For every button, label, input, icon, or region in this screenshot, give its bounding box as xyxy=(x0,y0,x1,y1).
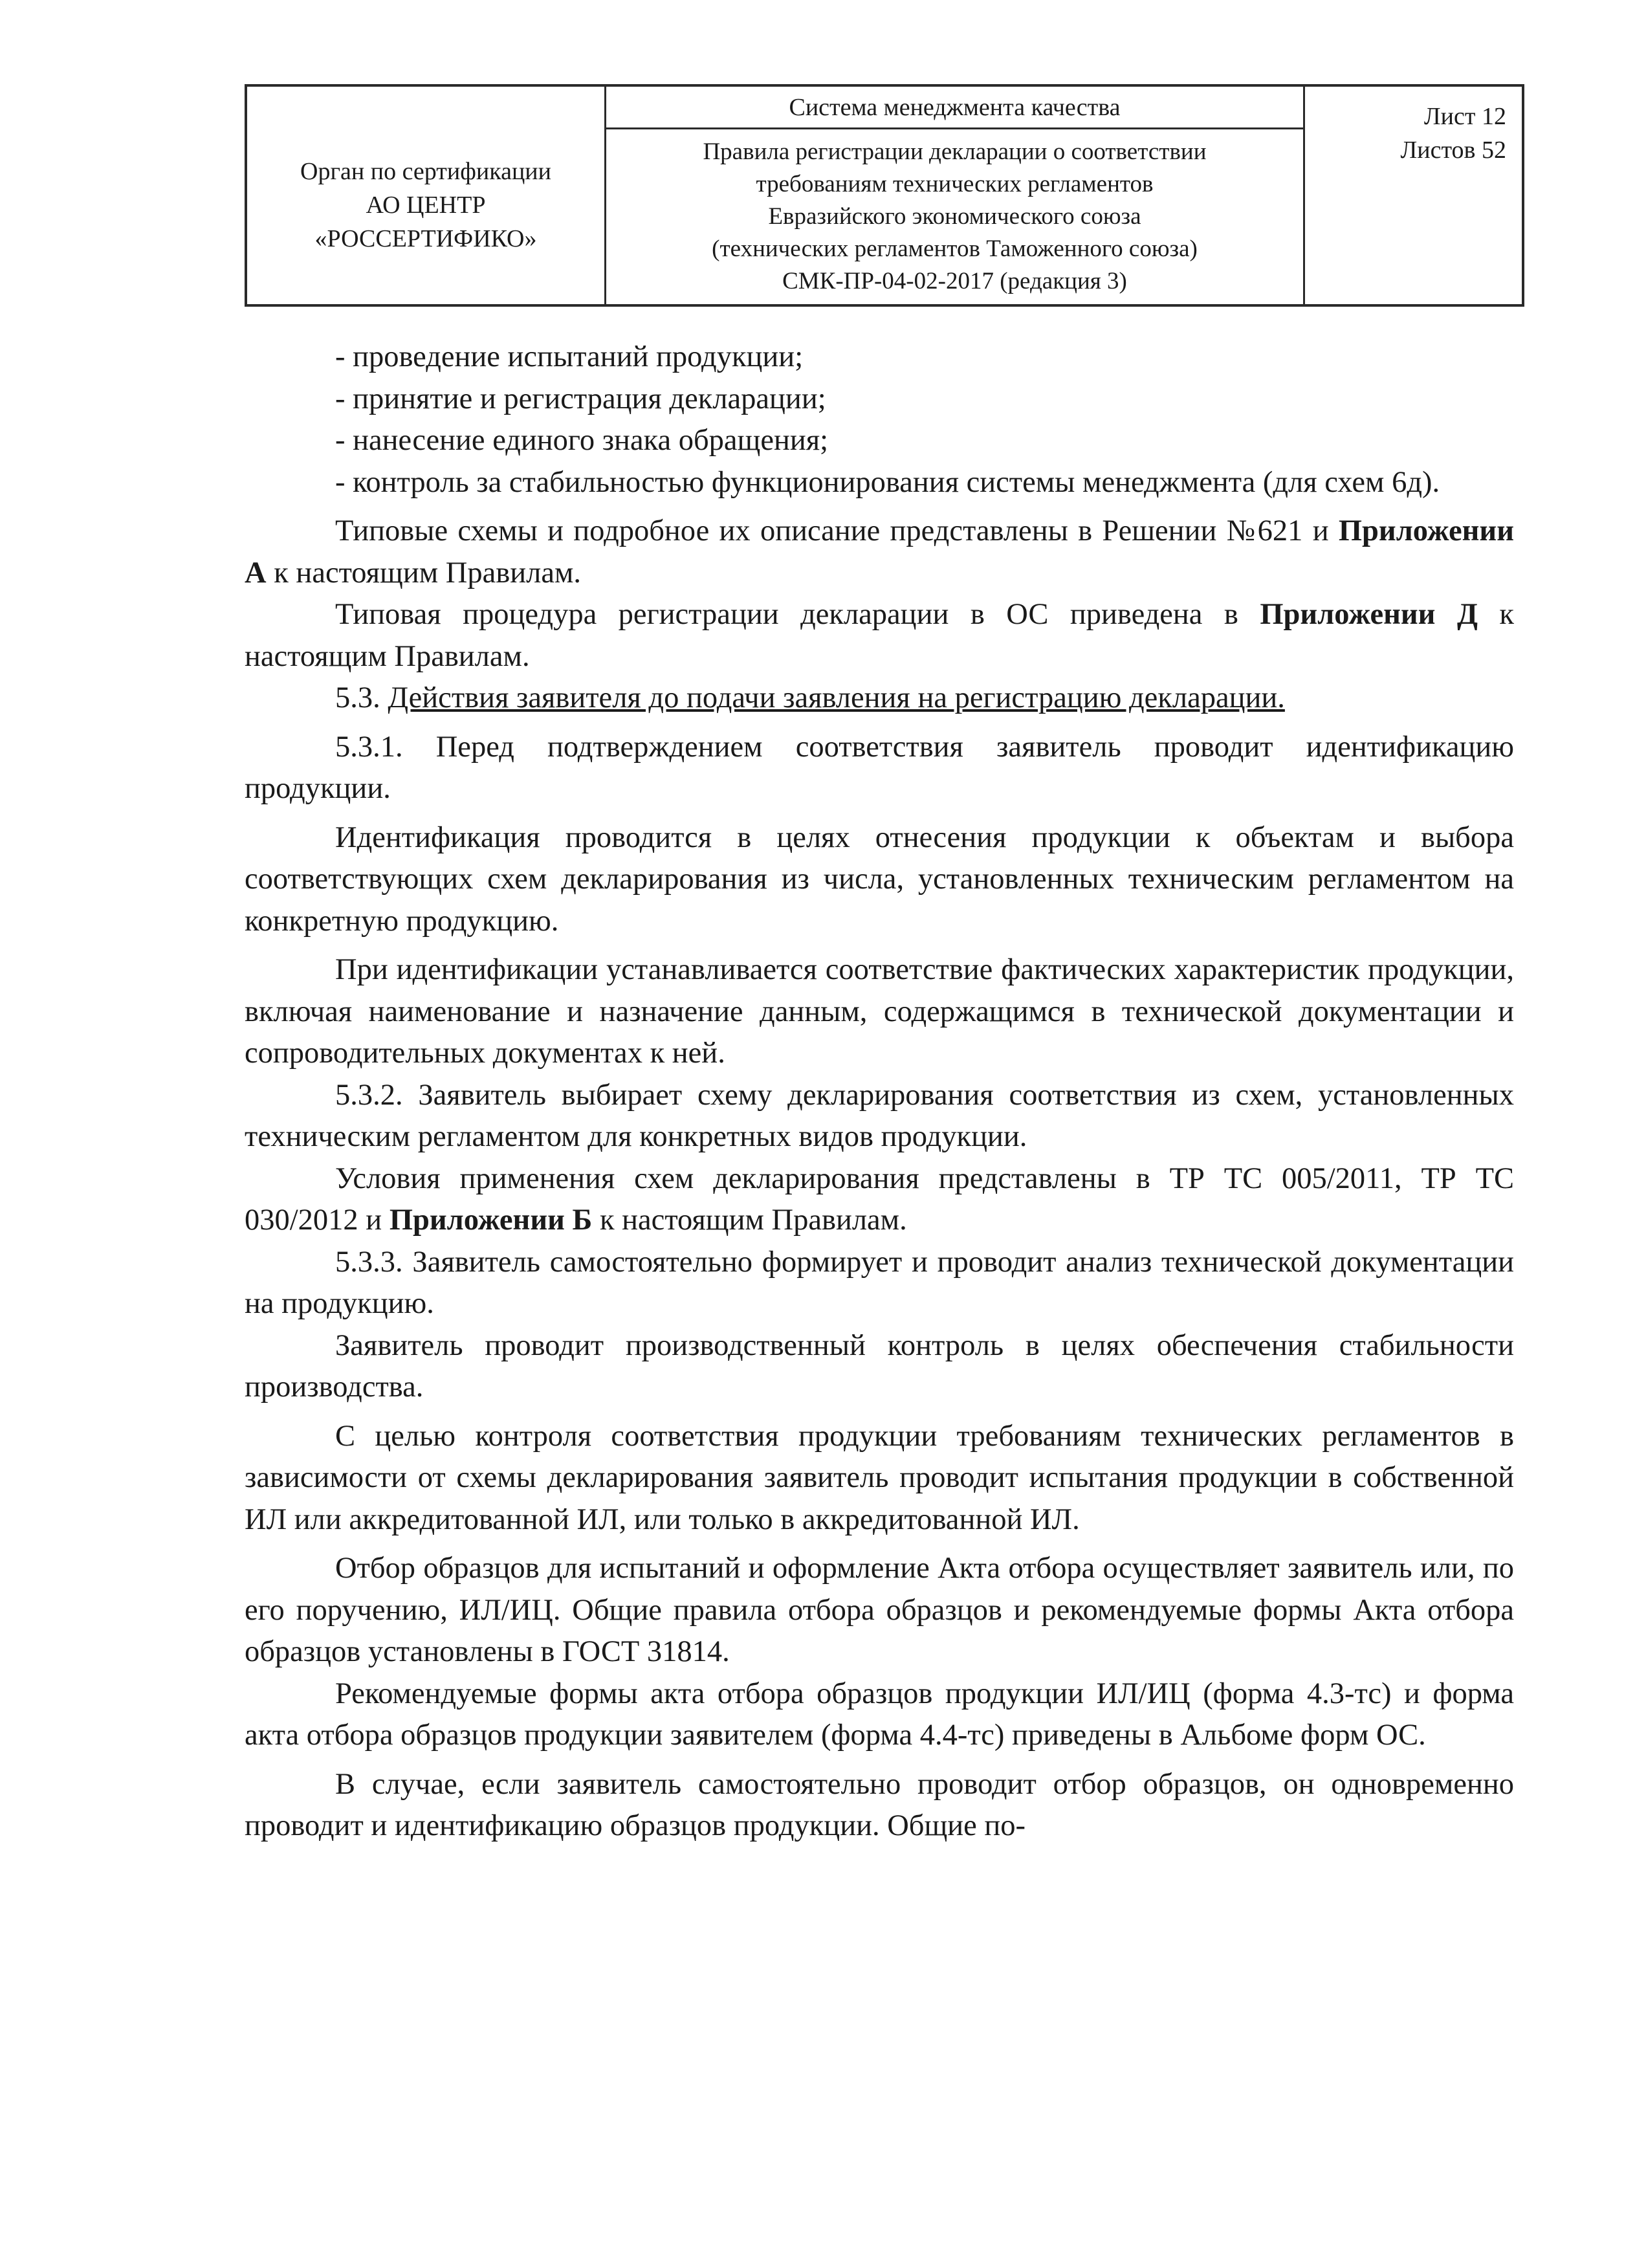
document-title xyxy=(606,129,1303,304)
section-heading-text: Действия заявителя до подачи заявления на регистрацию декларации. xyxy=(388,681,1285,714)
paragraph: В случае, если заявитель самостоятельно проводит отбор образцов, он одновременно проводит и идентификацию образцов продукции. Общие по- xyxy=(245,1767,1514,1842)
doc-title-line-2: требованиям технических регламентов xyxy=(756,171,1154,197)
paragraph: Отбор образцов для испытаний и оформление Акта отбора осуществляет заявитель или, по его поручению, ИЛ/ИЦ. Общие правила отбора образцов и рекомендуемые формы Акта отбора образцов установлены в ГОСТ 31814. xyxy=(245,1552,1514,1668)
paragraph: С целью контроля соответствия продукции требованиям технических регламентов в зависимости от схемы декларирования заявитель проводит испытания продукции в собственной ИЛ или аккредитованной ИЛ, или только в аккредитованной ИЛ. xyxy=(245,1419,1514,1536)
paragraph: 5.3.3. Заявитель самостоятельно формирует и проводит анализ технической документации на продукцию. xyxy=(245,1245,1514,1320)
paragraph: Идентификация проводится в целях отнесения продукции к объектам и выбора соответствующих схем декларирования из числа, установленных техническим регламентом на конкретную продукцию. xyxy=(245,820,1514,938)
org-line-2: АО ЦЕНТР xyxy=(366,192,486,219)
org-line-1: Орган по сертификации xyxy=(300,158,551,185)
doc-title-line-4: (технических регламентов Таможенного союза) xyxy=(712,236,1198,262)
document-header-table xyxy=(245,84,1524,307)
paragraph: При идентификации устанавливается соответствие фактических характеристик продукции, включая наименование и назначение данным, содержащимся в технической документации и сопроводительных документах к ней. xyxy=(245,953,1514,1070)
doc-title-line-1: Правила регистрации декларации о соответствии xyxy=(703,138,1207,165)
paragraph: - нанесение единого знака обращения; xyxy=(335,424,829,457)
sheets-total: Листов 52 xyxy=(1400,137,1506,164)
section-heading: 5.3. Действия заявителя до подачи заявления на регистрацию декларации. xyxy=(335,681,1285,714)
paragraph: 5.3.1. Перед подтверждением соответствия заявитель проводит идентификацию продукции. xyxy=(245,730,1514,805)
appendix-b-ref: Приложении Б xyxy=(389,1204,593,1237)
paragraph: - контроль за стабильностью функционирования системы менеджмента (для схем 6д). xyxy=(335,465,1440,499)
paragraph: Условия применения схем декларирования представлены в ТР ТС 005/2011, ТР ТС 030/2012 и Приложении Б к настоящим Правилам. xyxy=(245,1162,1514,1237)
paragraph: - принятие и регистрация декларации; xyxy=(335,382,826,415)
doc-title-line-5: СМК-ПР-04-02-2017 (редакция 3) xyxy=(782,268,1127,294)
appendix-d-ref: Приложении Д xyxy=(1260,598,1478,631)
appendix-a-ref: Приложении А xyxy=(245,514,1514,589)
doc-title-line-3: Евразийского экономического союза xyxy=(768,203,1141,230)
paragraph: Заявитель проводит производственный контроль в целях обеспечения стабильности производства. xyxy=(245,1328,1514,1404)
paragraph: - проведение испытаний продукции; xyxy=(335,340,804,373)
system-name: Система менеджмента качества xyxy=(606,87,1303,129)
org-line-3: «РОССЕРТИФИКО» xyxy=(314,225,537,252)
sheet-number: Лист 12 xyxy=(1423,103,1506,130)
paragraph: Типовые схемы и подробное их описание представлены в Решении №621 и Приложении А к настоящим Правилам. xyxy=(245,514,1514,589)
header-title-cell xyxy=(606,87,1305,304)
paragraph: Рекомендуемые формы акта отбора образцов продукции ИЛ/ИЦ (форма 4.3-тс) и форма акта отбора образцов продукции заявителем (форма 4.4-тс) приведены в Альбоме форм ОС. xyxy=(245,1677,1514,1752)
paragraph: Типовая процедура регистрации декларации в ОС приведена в Приложении Д к настоящим Правилам. xyxy=(245,598,1515,673)
header-sheet-cell xyxy=(1305,87,1522,304)
header-organization-cell xyxy=(247,87,606,304)
paragraph: 5.3.2. Заявитель выбирает схему декларирования соответствия из схем, установленных техническим регламентом для конкретных видов продукции. xyxy=(245,1078,1514,1153)
document-body xyxy=(245,336,1514,1847)
